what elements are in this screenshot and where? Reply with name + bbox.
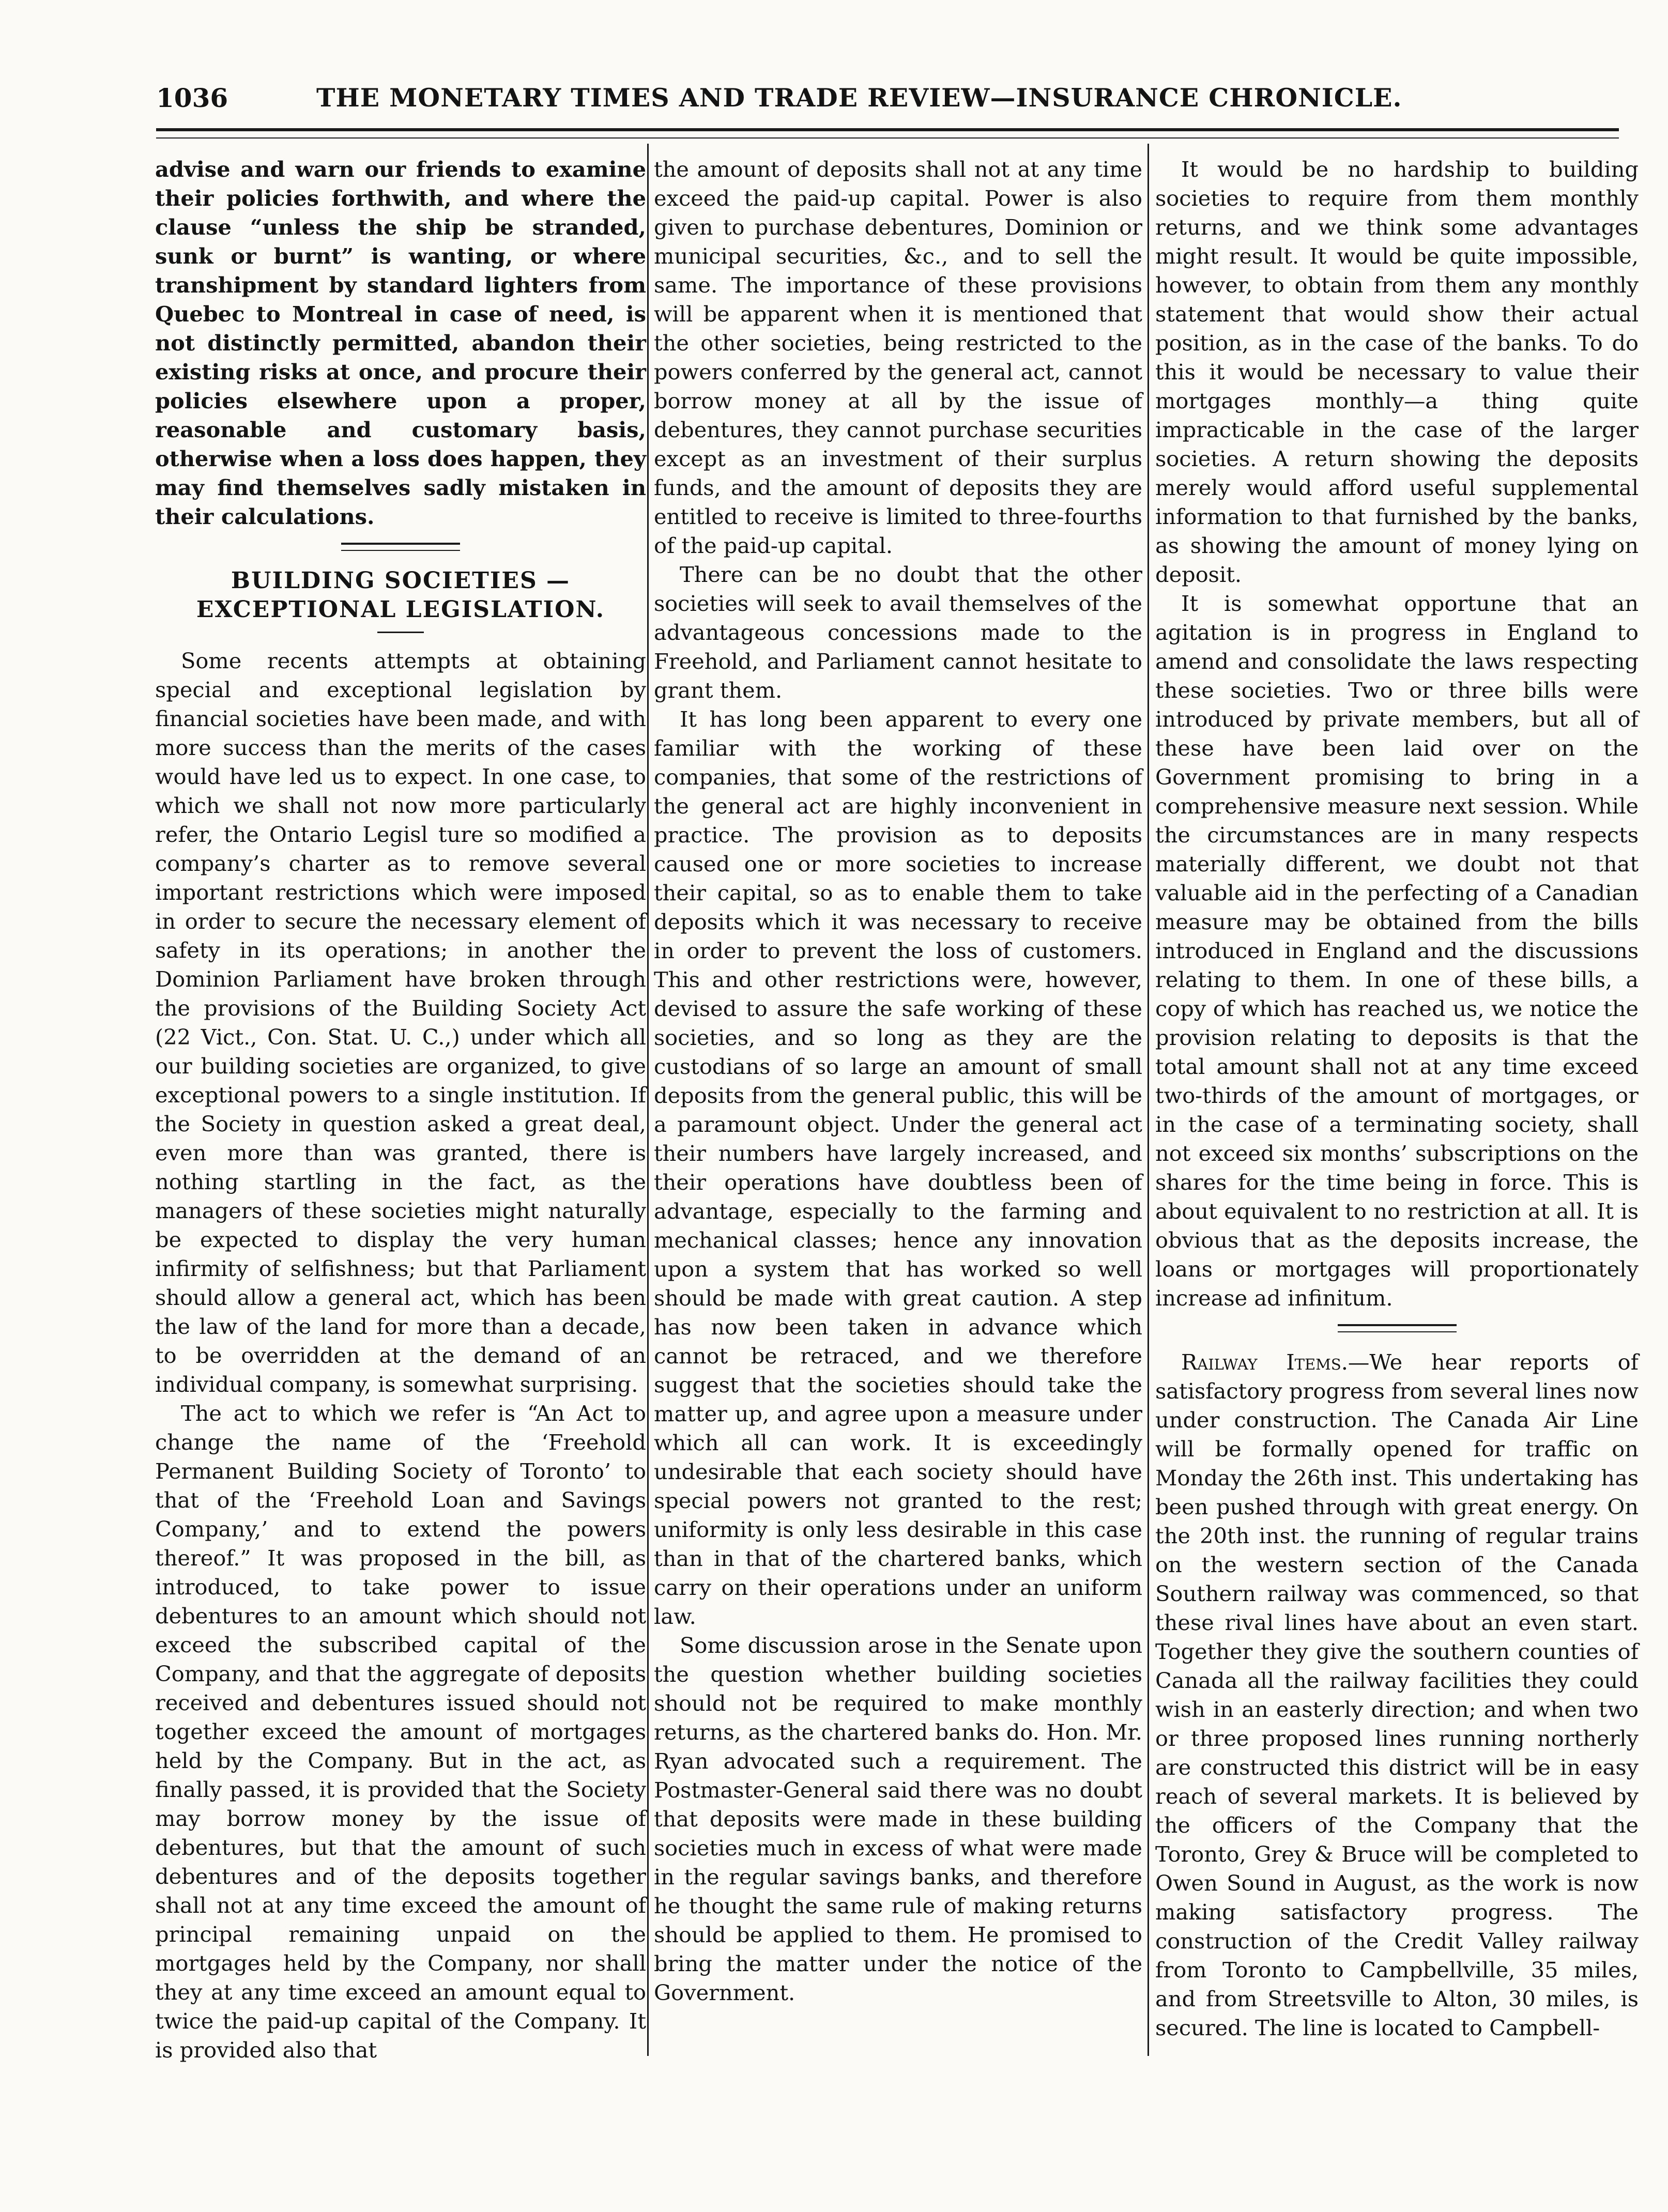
paragraph: The act to which we refer is “An Act to change the name of the ‘Freehold Permanent Building Society of Toronto’ to that of the ‘Freehold Loan and Savings Company,’ and to extend the powers thereof.” It was proposed in the bill, as introduced, to take power to issue debentures to an amount which should not exceed the subscribed capital of the Company, and that the aggregate of deposits received and debentures issued should not together exceed the amount of mortgages held by the Company. But in the act, as finally passed, it is provided that the Society may borrow money by the issue of debentures, but that the amount of such debentures and of the deposits together shall not at any time exceed the amount of principal remaining unpaid on the mortgages held by the Company, nor shall they at any time exceed an amount equal to twice the paid-up capital of the Company. It is provided also that [155,1401,646,2063]
header-rule [156,128,1619,131]
paragraph: It has long been apparent to every one familiar with the working of these companies, that some of the restrictions of the general act are highly inconvenient in practice. The provision as to deposits caused one or more societies to increase their capital, so as to enable them to take deposits which it was necessary to receive in order to prevent the loss of customers. This and other restrictions were, however, devised to assure the safe working of these societies, and so long as they are the custodians of so large an amount of small deposits from the general public, this will be a paramount object. Under the general act their numbers have largely increased, and their operations have doubtless been of advantage, especially to the farming and mechanical classes; hence any innovation upon a system that has worked so well should be made with great caution. A step has now been taken in advance which cannot be retraced, and we therefore suggest that the societies should take the matter up, and agree upon a measure under which all can work. It is exceedingly undesirable that each society should have special powers not granted to the rest; uniformity is only less desirable in this case than in that of the chartered banks, which carry on their operations under an uniform law. [654,706,1142,1629]
article-heading: BUILDING SOCIETIES — EXCEPTIONAL LEGISLATION. [196,567,605,623]
paragraph: It would be no hardship to building societies to require from them monthly returns, and we think some advantages might result. It would be quite impossible, however, to obtain from them any monthly statement that would show their actual position, as in the case of the banks. To do this it would be necessary to value their mortgages monthly—a thing quite impracticable in the case of the larger societies. A return showing the deposits merely would afford useful supplemental information to that furnished by the banks, as showing the amount of money lying on deposit. [1155,157,1639,587]
section-separator [1338,1324,1457,1332]
column-1 [155,155,646,2065]
header-rule-thin [156,137,1619,139]
paragraph: Some recents attempts at obtaining special and exceptional legislation by financial societies have been made, and with more success than the merits of the cases would have led us to expect. In one case, to which we shall not now more particularly refer, the Ontario Legisl ture so modified a company’s charter as to remove several important restrictions which were imposed in order to secure the necessary element of safety in its operations; in another the Dominion Parliament have broken through the provisions of the Building Society Act (22 Vict., Con. Stat. U. C.,) under which all our building societies are organized, to give exceptional powers to a single institution. If the Society in question asked a great deal, even more than was granted, there is nothing startling in the fact, as the managers of these societies might naturally be expected to display the very human infirmity of selfishness; but that Parliament should allow a general act, which has been the law of the land for more than a decade, to be overridden at the demand of an individual company, is somewhat surprising. [155,648,646,1397]
paragraph: Some discussion arose in the Senate upon the question whether building societies should not be required to make monthly returns, as the chartered banks do. Hon. Mr. Ryan advocated such a requirement. The Postmaster-General said there was no doubt that deposits were made in these building societies much in excess of what were made in the regular savings banks, and therefore he thought the same rule of making returns should be applied to them. He promised to bring the matter under the notice of the Government. [654,1633,1142,2005]
column-3 [1155,155,1639,2042]
heading-rule [377,632,424,633]
paragraph: It is somewhat opportune that an agitation is in progress in England to amend and consolidate the laws respecting these societies. Two or three bills were introduced by private members, but all of these have been laid over on the Government promising to bring in a comprehensive measure next session. While the circumstances are in many respects materially different, we doubt not that valuable aid in the perfecting of a Canadian measure may be obtained from the bills introduced in England and the discussions relating to them. In one of these bills, a copy of which has reached us, we notice the provision relating to deposits is that the total amount shall not at any time exceed two-thirds of the amount of mortgages, or in the case of a terminating society, shall not exceed six months’ subscriptions on the shares for the time being in force. This is about equivalent to no restriction at all. It is obvious that as the deposits increase, the loans or mortgages will proportionately increase ad infinitum. [1155,591,1639,1311]
paragraph [1155,1348,1639,2042]
running-head: THE MONETARY TIMES AND TRADE REVIEW—INSURANCE CHRONICLE. [316,83,1402,113]
page-number: 1036 [156,83,228,113]
section-separator [341,543,460,551]
paragraph: the amount of deposits shall not at any time exceed the paid-up capital. Power is also given to purchase debentures, Dominion or municipal securities, &c., and to sell the same. The importance of these provisions will be apparent when it is mentioned that the other societies, being restricted to the powers conferred by the general act, cannot borrow money at all by the issue of debentures, they cannot purchase securities except as an investment of their surplus funds, and the amount of deposits they are entitled to receive is limited to three-fourths of the paid-up capital. [654,157,1142,558]
column-divider-2 [1147,144,1149,2056]
railway-items-lead: Railway Items. [1181,1349,1348,1375]
column-2 [654,155,1142,2007]
railway-items-text: —We hear reports of satisfactory progress from several lines now under construction. The Canada Air Line will be formally opened for traffic on Monday the 26th inst. This undertaking has been pushed through with great energy. On the 20th inst. the running of regular trains on the western section of the Canada Southern railway was commenced, so that these rival lines have about an even start. Together they give the southern counties of Canada all the railway facilities they could wish in an easterly direction; and when two or three proposed lines running northerly are constructed this district will be in easy reach of several markets. It is believed by the officers of the Company that the Toronto, Grey & Bruce will be completed to Owen Sound in August, as the work is now making satisfactory progress. The construction of the Credit Valley railway from Toronto to Campbellville, 35 miles, and from Streetsville to Alton, 30 miles, is secured. The line is located to Campbell- [1155,1349,1639,2040]
paragraph: advise and warn our friends to examine their policies forthwith, and where the clause “unless the ship be stranded, sunk or burnt” is wanting, or where transhipment by standard lighters from Quebec to Montreal in case of need, is not distinctly permitted, abandon their existing risks at once, and procure their policies elsewhere upon a proper, reasonable and customary basis, otherwise when a loss does happen, they may find themselves sadly mistaken in their calculations. [155,157,646,529]
paragraph: There can be no doubt that the other societies will seek to avail themselves of the advantageous concessions made to the Freehold, and Parliament cannot hesitate to grant them. [654,562,1142,703]
column-divider-1 [647,144,649,2056]
